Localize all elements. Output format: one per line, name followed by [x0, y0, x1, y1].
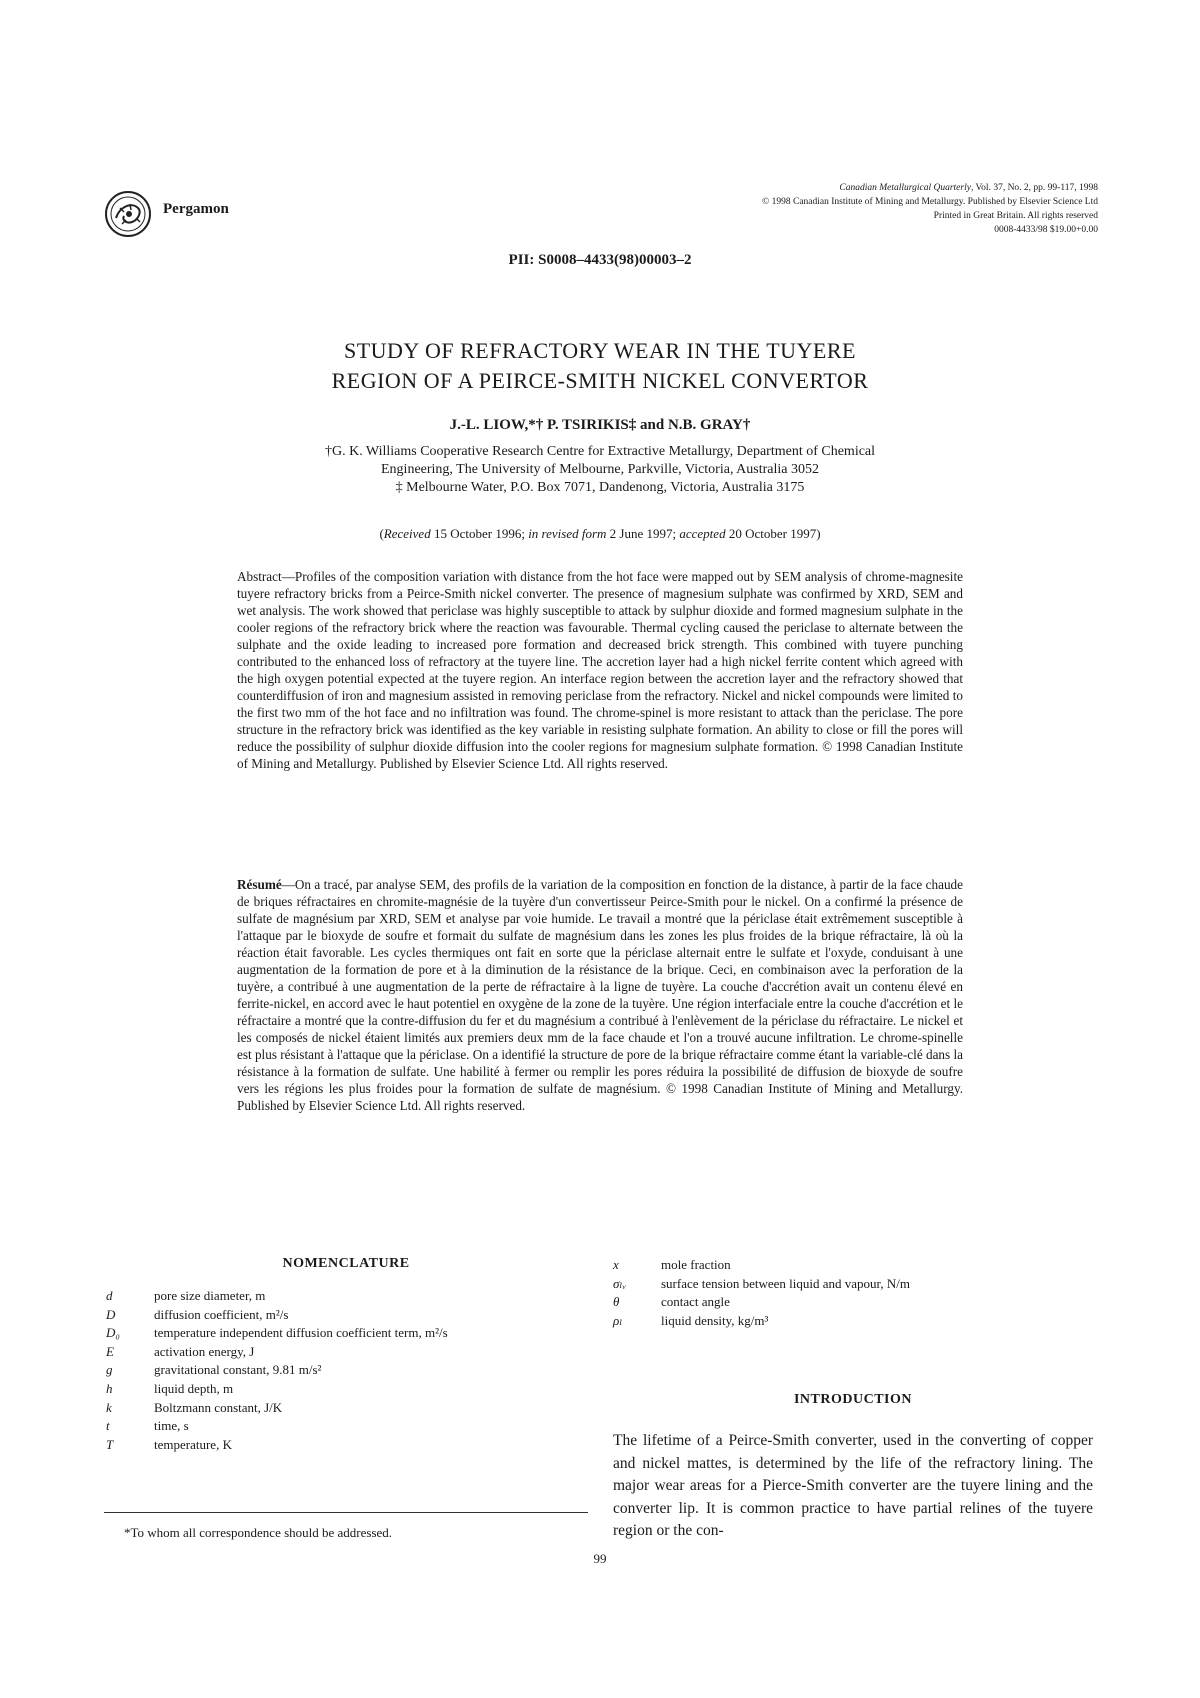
revised-date: 2 June 1997; [606, 526, 680, 541]
abstract [237, 568, 963, 772]
resume-lead: Résumé [237, 877, 282, 892]
nomenclature-symbol: D [106, 1306, 116, 1322]
footnote: *To whom all correspondence should be addressed. [124, 1525, 393, 1540]
nomenclature-item [613, 1275, 1093, 1294]
journal-info [762, 181, 1098, 237]
nomenclature-symbol: x [613, 1257, 619, 1272]
nomenclature-description: activation energy, J [154, 1343, 255, 1359]
nomenclature-description: liquid density, kg/m³ [661, 1312, 769, 1328]
resume-body: —On a tracé, par analyse SEM, des profils de la variation de la composition en fonction de la distance, à partir de la face chaude de briques réfractaires en chromite-magnésie de la tuyère d'un convertisseur Peirce-Smith pour le nickel. On a confirmé la présence de sulfate de magnésium par XRD, SEM et analyse par voie humide. Le travail a montré que la périclase était extrêmement susceptible à l'attaque par le bioxyde de soufre et formait du sulfate de magnésium dans les zones les plus froides de la brique réfractaire, là où la réaction était favorable. Les cycles thermiques ont fait en sorte que la périclase alternait entre le sulfate et l'oxyde, conduisant à une augmentation de la formation de pore et à la diminution de la résistance de la brique. Ceci, en combinaison avec la perforation de la tuyère, a contribué à une augmentation de la perte de réfractaire à la ligne de tuyère. La couche d'accrétion avait un contenu élevé en ferrite-nickel, en accord avec le haut potentiel en oxygène de la zone de la tuyère. Une région interfaciale entre la couche d'accrétion et le réfractaire a montré que la contre-diffusion du fer et du magnésium a contribué à l'enlèvement de la périclase du réfractaire. Le nickel et les composés de nickel étaient limités aux premiers deux mm de la face chaude et l'on a trouvé aucune infiltration. Le chrome-spinelle est plus résistant à l'attaque que la périclase. On a identifié la structure de pore de la brique réfractaire comme étant la variable-clé dans la résistance à la formation de sulfate. Une habilité à fermer ou remplir les pores réduira la possibilité de diffusion de bioxyde de soufre vers les régions les plus froides pour la formation de sulfate de magnésium. © 1998 Canadian Institute of Mining and Metallurgy. Published by Elsevier Science Ltd. All rights reserved. [237, 877, 963, 1113]
nomenclature-description: contact angle [661, 1294, 730, 1310]
nomenclature-description: diffusion coefficient, m²/s [154, 1306, 289, 1322]
paper-title [0, 336, 1200, 396]
nomenclature-symbol: t [106, 1418, 110, 1434]
publisher-name: Pergamon [163, 201, 229, 217]
nomenclature-description: mole fraction [661, 1257, 731, 1272]
resume [237, 876, 963, 1114]
revised-label: in revised form [528, 526, 607, 541]
received-date: 15 October 1996; [430, 526, 529, 541]
nomenclature-list-right [613, 1256, 1093, 1330]
nomenclature-item [106, 1417, 586, 1436]
nomenclature-item [613, 1312, 1093, 1331]
nomenclature-item [106, 1324, 586, 1343]
nomenclature-description: gravitational constant, 9.81 m/s² [154, 1362, 322, 1378]
nomenclature-description: temperature, K [154, 1436, 232, 1452]
nomenclature-item [613, 1256, 1093, 1275]
authors: J.-L. LIOW,*† P. TSIRIKIS‡ and N.B. GRAY† [449, 417, 751, 433]
nomenclature-symbol: D₀ [106, 1325, 120, 1341]
nomenclature-description: pore size diameter, m [154, 1288, 266, 1303]
nomenclature-item [106, 1436, 586, 1455]
printed-line: Printed in Great Britain. All rights reserved [933, 211, 1098, 221]
nomenclature-symbol: E [106, 1343, 114, 1359]
nomenclature-item [106, 1399, 586, 1418]
nomenclature-item [106, 1361, 586, 1380]
abstract-body: —Profiles of the composition variation with distance from the hot face were mapped out by SEM analysis of chrome-magnesite tuyere refractory bricks from a Peirce-Smith nickel converter. The presence of magnesium sulphate was confirmed by XRD, SEM and wet analysis. The work showed that periclase was highly susceptible to attack by sulphur dioxide and formed magnesium sulphate in the cooler regions of the refractory brick where the reaction was favourable. Thermal cycling caused the periclase to alternate between the sulphate and the oxide leading to increased pore formation and decreased brick strength. This combined with tuyere punching contributed to the enhanced loss of refractory at the tuyere line. The accretion layer had a high nickel ferrite content which agreed with the high oxygen potential expected at the tuyere region. An interface region between the accretion layer and the refractory showed that counterdiffusion of iron and magnesium assisted in removing periclase from the refractory. Nickel and nickel compounds were limited to the first two mm of the hot face and no infiltration was found. The chrome-spinel is more resistant to attack than the periclase. The pore structure in the refractory brick was identified as the key variable in resisting sulphate formation. An ability to close or fill the pores will reduce the possibility of sulphur dioxide diffusion into the cooler regions for magnesium sulphate formation. © 1998 Canadian Institute of Mining and Metallurgy. Published by Elsevier Science Ltd. All rights reserved. [237, 569, 963, 771]
nomenclature-item [106, 1343, 586, 1362]
nomenclature-description: time, s [154, 1418, 189, 1434]
journal-citation [762, 181, 1098, 195]
nomenclature-description: surface tension between liquid and vapour, N/m [661, 1275, 910, 1291]
nomenclature-item [106, 1380, 586, 1399]
accepted-label: accepted [679, 526, 726, 541]
issn-line: 0008-4433/98 $19.00+0.00 [994, 225, 1098, 235]
received-label: Received [383, 526, 431, 541]
nomenclature-list-left [106, 1287, 586, 1454]
affiliation-2: ‡ Melbourne Water, P.O. Box 7071, Dandenong, Victoria, Australia 3175 [395, 480, 805, 495]
nomenclature-description: temperature independent diffusion coefficient term, m²/s [154, 1325, 448, 1341]
nomenclature-item [106, 1306, 586, 1325]
journal-name: Canadian Metallurgical Quarterly [839, 183, 971, 193]
nomenclature-heading: NOMENCLATURE [282, 1256, 410, 1271]
nomenclature-symbol: g [106, 1362, 113, 1378]
journal-details: , Vol. 37, No. 2, pp. 99-117, 1998 [970, 183, 1098, 193]
received-open: ( [379, 526, 384, 541]
received-dates [0, 526, 1200, 542]
nomenclature-item [106, 1287, 586, 1306]
nomenclature-symbol: σₗᵥ [613, 1275, 627, 1291]
introduction-text: The lifetime of a Peirce-Smith converter, used in the converting of copper and nickel mattes, is determined by the life of the refractory lining. The major wear areas for a Pierce-Smith converter are the tuyere lining and the converter lip. It is common practice to have partial relines of the tuyere region or the con- [613, 1432, 1093, 1540]
nomenclature-description: liquid depth, m [154, 1380, 234, 1396]
affiliations [0, 443, 1200, 497]
affiliation-1-line-1: †G. K. Williams Cooperative Research Centre for Extractive Metallurgy, Department of Chemical [324, 444, 876, 459]
nomenclature-item [613, 1293, 1093, 1312]
title-line-1: STUDY OF REFRACTORY WEAR IN THE TUYERE [343, 338, 856, 363]
nomenclature-symbol: T [106, 1436, 114, 1452]
footnote-divider [104, 1512, 588, 1513]
nomenclature-symbol: h [106, 1380, 113, 1396]
publisher-logo-icon [104, 190, 152, 238]
affiliation-1-line-2: Engineering, The University of Melbourne, Parkville, Victoria, Australia 3052 [381, 462, 819, 477]
nomenclature-symbol: ρₗ [613, 1312, 623, 1328]
introduction-heading: INTRODUCTION [793, 1392, 912, 1407]
pii-identifier: PII: S0008–4433(98)00003–2 [508, 252, 692, 268]
title-line-2: REGION OF A PEIRCE-SMITH NICKEL CONVERTOR [331, 368, 869, 393]
nomenclature-symbol: k [106, 1399, 112, 1415]
nomenclature-symbol: θ [613, 1294, 620, 1310]
accepted-date: 20 October 1997) [725, 526, 821, 541]
nomenclature-symbol: d [106, 1288, 113, 1303]
nomenclature-description: Boltzmann constant, J/K [154, 1399, 283, 1415]
copyright-line: © 1998 Canadian Institute of Mining and Metallurgy. Published by Elsevier Science Ltd [762, 197, 1098, 207]
abstract-lead: Abstract [237, 569, 282, 584]
page-number: 99 [593, 1551, 607, 1566]
